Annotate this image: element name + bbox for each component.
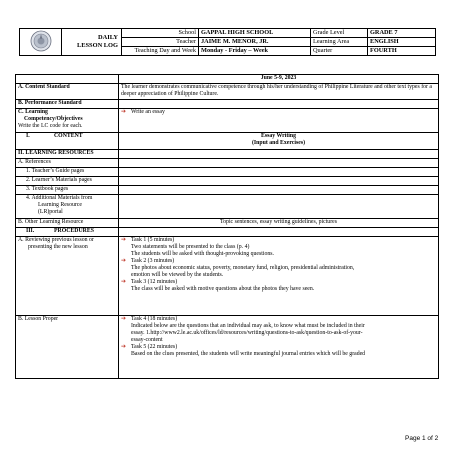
lesson-proper-label: B. Lesson Proper [16, 316, 119, 379]
teachers-guide-label: 1. Teacher’s Guide pages [16, 168, 119, 177]
content-standard-row [16, 84, 439, 100]
page-number: Page 1 of 2 [405, 435, 439, 442]
ref-item-row [16, 186, 439, 195]
date-row [16, 75, 439, 84]
other-resources-text: Topic sentences, essay writing guidelines, pictures [119, 219, 439, 228]
competencies-label: C. Learning Competency/Objectives Write the LC code for each. [16, 109, 119, 133]
textbook-pages-label: 3. Textbook pages [16, 186, 119, 195]
deped-seal-icon [30, 30, 52, 52]
learning-resources-label: II. LEARNING RESOURCES [16, 150, 119, 159]
lesson-log-table [15, 74, 439, 379]
doc-title-line1: DAILY [97, 34, 118, 41]
header-table [19, 28, 436, 56]
grade-level-value: GRADE 7 [368, 29, 436, 38]
ref-item-row [16, 177, 439, 186]
competencies-row [16, 109, 439, 133]
competencies-cell [119, 109, 439, 133]
lesson-proper-cell [119, 316, 439, 379]
quarter-value: FOURTH [368, 47, 436, 56]
doc-title-line2: LESSON LOG [76, 42, 118, 49]
other-resources-row [16, 219, 439, 228]
references-row [16, 159, 439, 168]
arrow-bullet-icon: ➔ [121, 316, 127, 322]
performance-standard-label: B. Performance Standard [16, 100, 119, 109]
school-value: GAPPAL HIGH SCHOOL [199, 29, 311, 38]
references-label: A. References [16, 159, 119, 168]
reviewing-cell [119, 237, 439, 316]
learners-materials-label: 2. Learner’s Materials pages [16, 177, 119, 186]
task-item: ➔ Task 4 (18 minutes) Indicated below are the questions that an individual may ask, to know what must be included in their essay. 1.http://www2.le.ac.uk/offices/ld/resources/writing/questions-to-ask/question-to-ask-of-your- essay-content [121, 316, 365, 343]
reviewing-label: A. Reviewing previous lesson or presenting the new lesson [16, 237, 119, 316]
content-standard-label: A. Content Standard [16, 84, 119, 100]
arrow-bullet-icon: ➔ [121, 237, 127, 243]
performance-standard-row [16, 100, 439, 109]
content-label: I. CONTENT [16, 133, 119, 150]
content-standard-text: The learner demonstrates communicative competence through his/her understanding of Philippine Literature and other text types for a deeper appreciation of Philippine Culture. [119, 84, 439, 100]
school-label: School [122, 29, 199, 38]
arrow-bullet-icon: ➔ [121, 109, 127, 115]
doc-title-cell [62, 29, 122, 56]
task-item: ➔ Task 2 (3 minutes) The photos about economic status, poverty, monetary fund, religion, presidential administration, emotion will be viewed by the students. [121, 258, 355, 278]
reviewing-row [16, 237, 439, 316]
learning-area-value: ENGLISH [368, 38, 436, 47]
competency-item: ➔ Write an essay [121, 109, 165, 115]
other-resources-label: B. Other Learning Resource [16, 219, 119, 228]
seal-cell [20, 29, 62, 56]
quarter-label: Quarter [311, 47, 368, 56]
grade-level-label: Grade Level [311, 29, 368, 38]
content-row [16, 133, 439, 150]
arrow-bullet-icon: ➔ [121, 258, 127, 264]
ref-item-row [16, 168, 439, 177]
teacher-value: JAIME M. MENOR, JR. [199, 38, 311, 47]
lesson-proper-row [16, 316, 439, 379]
task-item: ➔ Task 5 (22 minutes) Based on the clues presented, the students will write meaningful journal entries which will be graded [121, 344, 366, 357]
additional-materials-row [16, 195, 439, 219]
arrow-bullet-icon: ➔ [121, 279, 127, 285]
content-value: Essay Writing (Input and Exercises) [119, 133, 439, 150]
procedures-label: III. PROCEDURES [16, 228, 119, 237]
date-value: June 5-9, 2023 [119, 75, 439, 84]
procedures-row [16, 228, 439, 237]
task-item: ➔ Task 1 (5 minutes) Two statements will be presented to the class (p. 4) The students will be asked with thought-provoking questions. [121, 237, 274, 257]
additional-materials-label: 4. Additional Materials from Learning Resource (LR)portal [16, 195, 119, 219]
task-item: ➔ Task 3 (12 minutes) The class will be asked with motive questions about the photos they have seen. [121, 279, 315, 292]
teaching-day-value: Monday - Friday – Week [199, 47, 311, 56]
teaching-day-label: Teaching Day and Week [122, 47, 199, 56]
learning-area-label: Learning Area [311, 38, 368, 47]
learning-resources-row [16, 150, 439, 159]
teacher-label: Teacher [122, 38, 199, 47]
arrow-bullet-icon: ➔ [121, 344, 127, 350]
